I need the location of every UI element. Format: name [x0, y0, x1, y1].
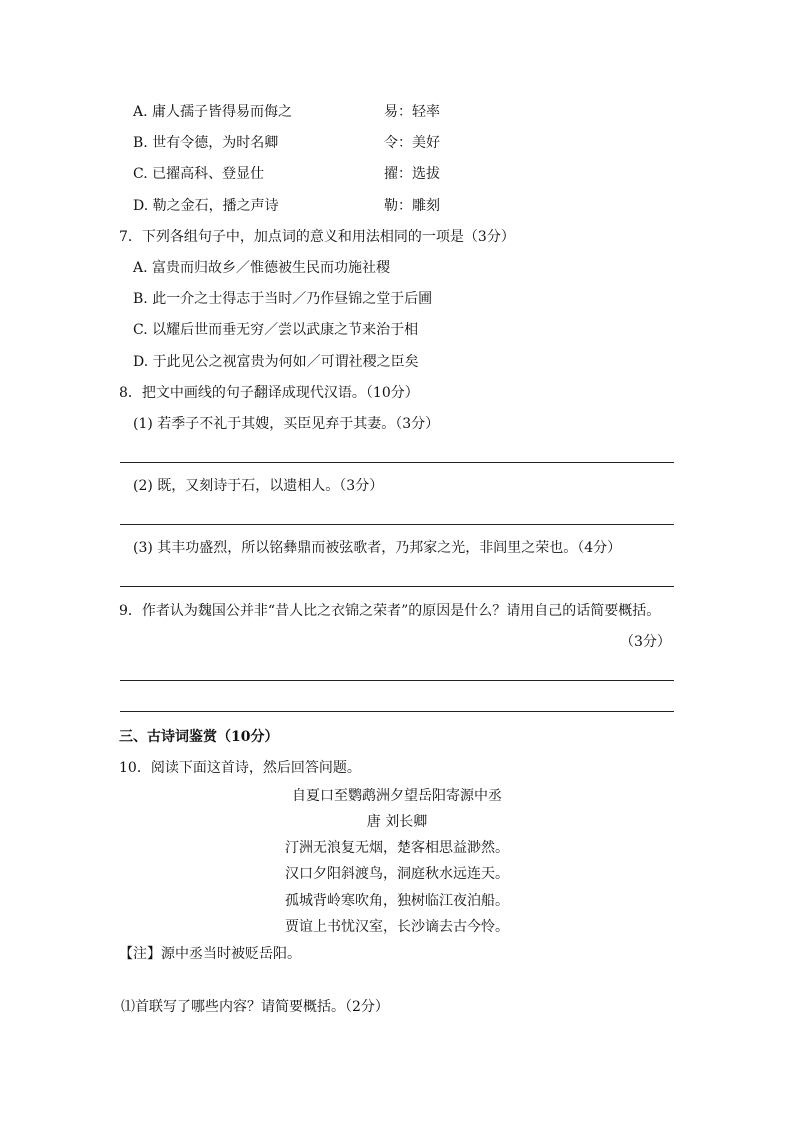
- q7-option-b: B. 此一介之士得志于当时／乃作昼锦之堂于后圃: [133, 291, 433, 307]
- q6-definition-d: 勒：雕刻: [384, 198, 440, 214]
- q7-option-a: A. 富贵而归故乡／惟德被生民而功施社稷: [133, 260, 391, 276]
- q8-item-3: (3) 其丰功盛烈，所以铭彝鼎而被弦歌者，乃邦家之光，非闾里之荣也。（4分）: [133, 540, 622, 556]
- q6-option-a: A. 庸人孺子皆得易而侮之: [133, 104, 293, 120]
- poem-line: 汉口夕阳斜渡鸟，洞庭秋水远连天。: [285, 866, 509, 882]
- answer-line: [120, 586, 674, 587]
- q7-option-d: D. 于此见公之视富贵为何如／可谓社稷之臣矣: [133, 354, 419, 370]
- q8-stem: 8．把文中画线的句子翻译成现代汉语。（10分）: [119, 385, 419, 401]
- answer-line: [120, 524, 674, 525]
- q8-item-2: (2) 既，又刻诗于石，以遗相人。（3分）: [133, 478, 384, 494]
- q6-option-d: D. 勒之金石，播之声诗: [133, 198, 279, 214]
- q9-stem: 9．作者认为魏国公并非“昔人比之衣锦之荣者”的原因是什么？请用自己的话简要概括。: [119, 603, 661, 619]
- q10-sub-question-1: ⑴首联写了哪些内容？请简要概括。（2分）: [121, 999, 389, 1015]
- q6-option-b: B. 世有令德，为时名卿: [133, 135, 279, 151]
- poem-author: 唐 刘长卿: [366, 814, 428, 830]
- section-heading: 三、古诗词鉴赏（10分）: [119, 729, 279, 745]
- answer-line: [120, 711, 674, 712]
- q6-definition-b: 令：美好: [384, 135, 440, 151]
- poem-title: 自夏口至鹦鹉洲夕望岳阳寄源中丞: [292, 788, 502, 804]
- q6-option-c: C. 已擢高科、登显仕: [133, 166, 265, 182]
- poem-line: 孤城背岭寒吹角，独树临江夜泊船。: [285, 893, 509, 909]
- q6-definition-c: 擢：选拔: [384, 166, 440, 182]
- q8-item-1: (1) 若季子不礼于其嫂，买臣见弃于其妻。（3分）: [133, 416, 440, 432]
- q7-stem: 7．下列各组句子中，加点词的意义和用法相同的一项是（3分）: [119, 229, 515, 245]
- answer-line: [120, 462, 674, 463]
- q9-score: （3分）: [620, 634, 671, 650]
- poem-note: 【注】源中丞当时被贬岳阳。: [119, 946, 301, 962]
- q10-stem: 10．阅读下面这首诗，然后回答问题。: [119, 760, 361, 776]
- q6-definition-a: 易：轻率: [384, 104, 440, 120]
- poem-line: 汀洲无浪复无烟，楚客相思益渺然。: [285, 840, 509, 856]
- poem-line: 贾谊上书忧汉室，长沙谪去古今怜。: [285, 919, 509, 935]
- q7-option-c: C. 以耀后世而垂无穷／尝以武康之节来治于相: [133, 322, 419, 338]
- answer-line: [120, 680, 674, 681]
